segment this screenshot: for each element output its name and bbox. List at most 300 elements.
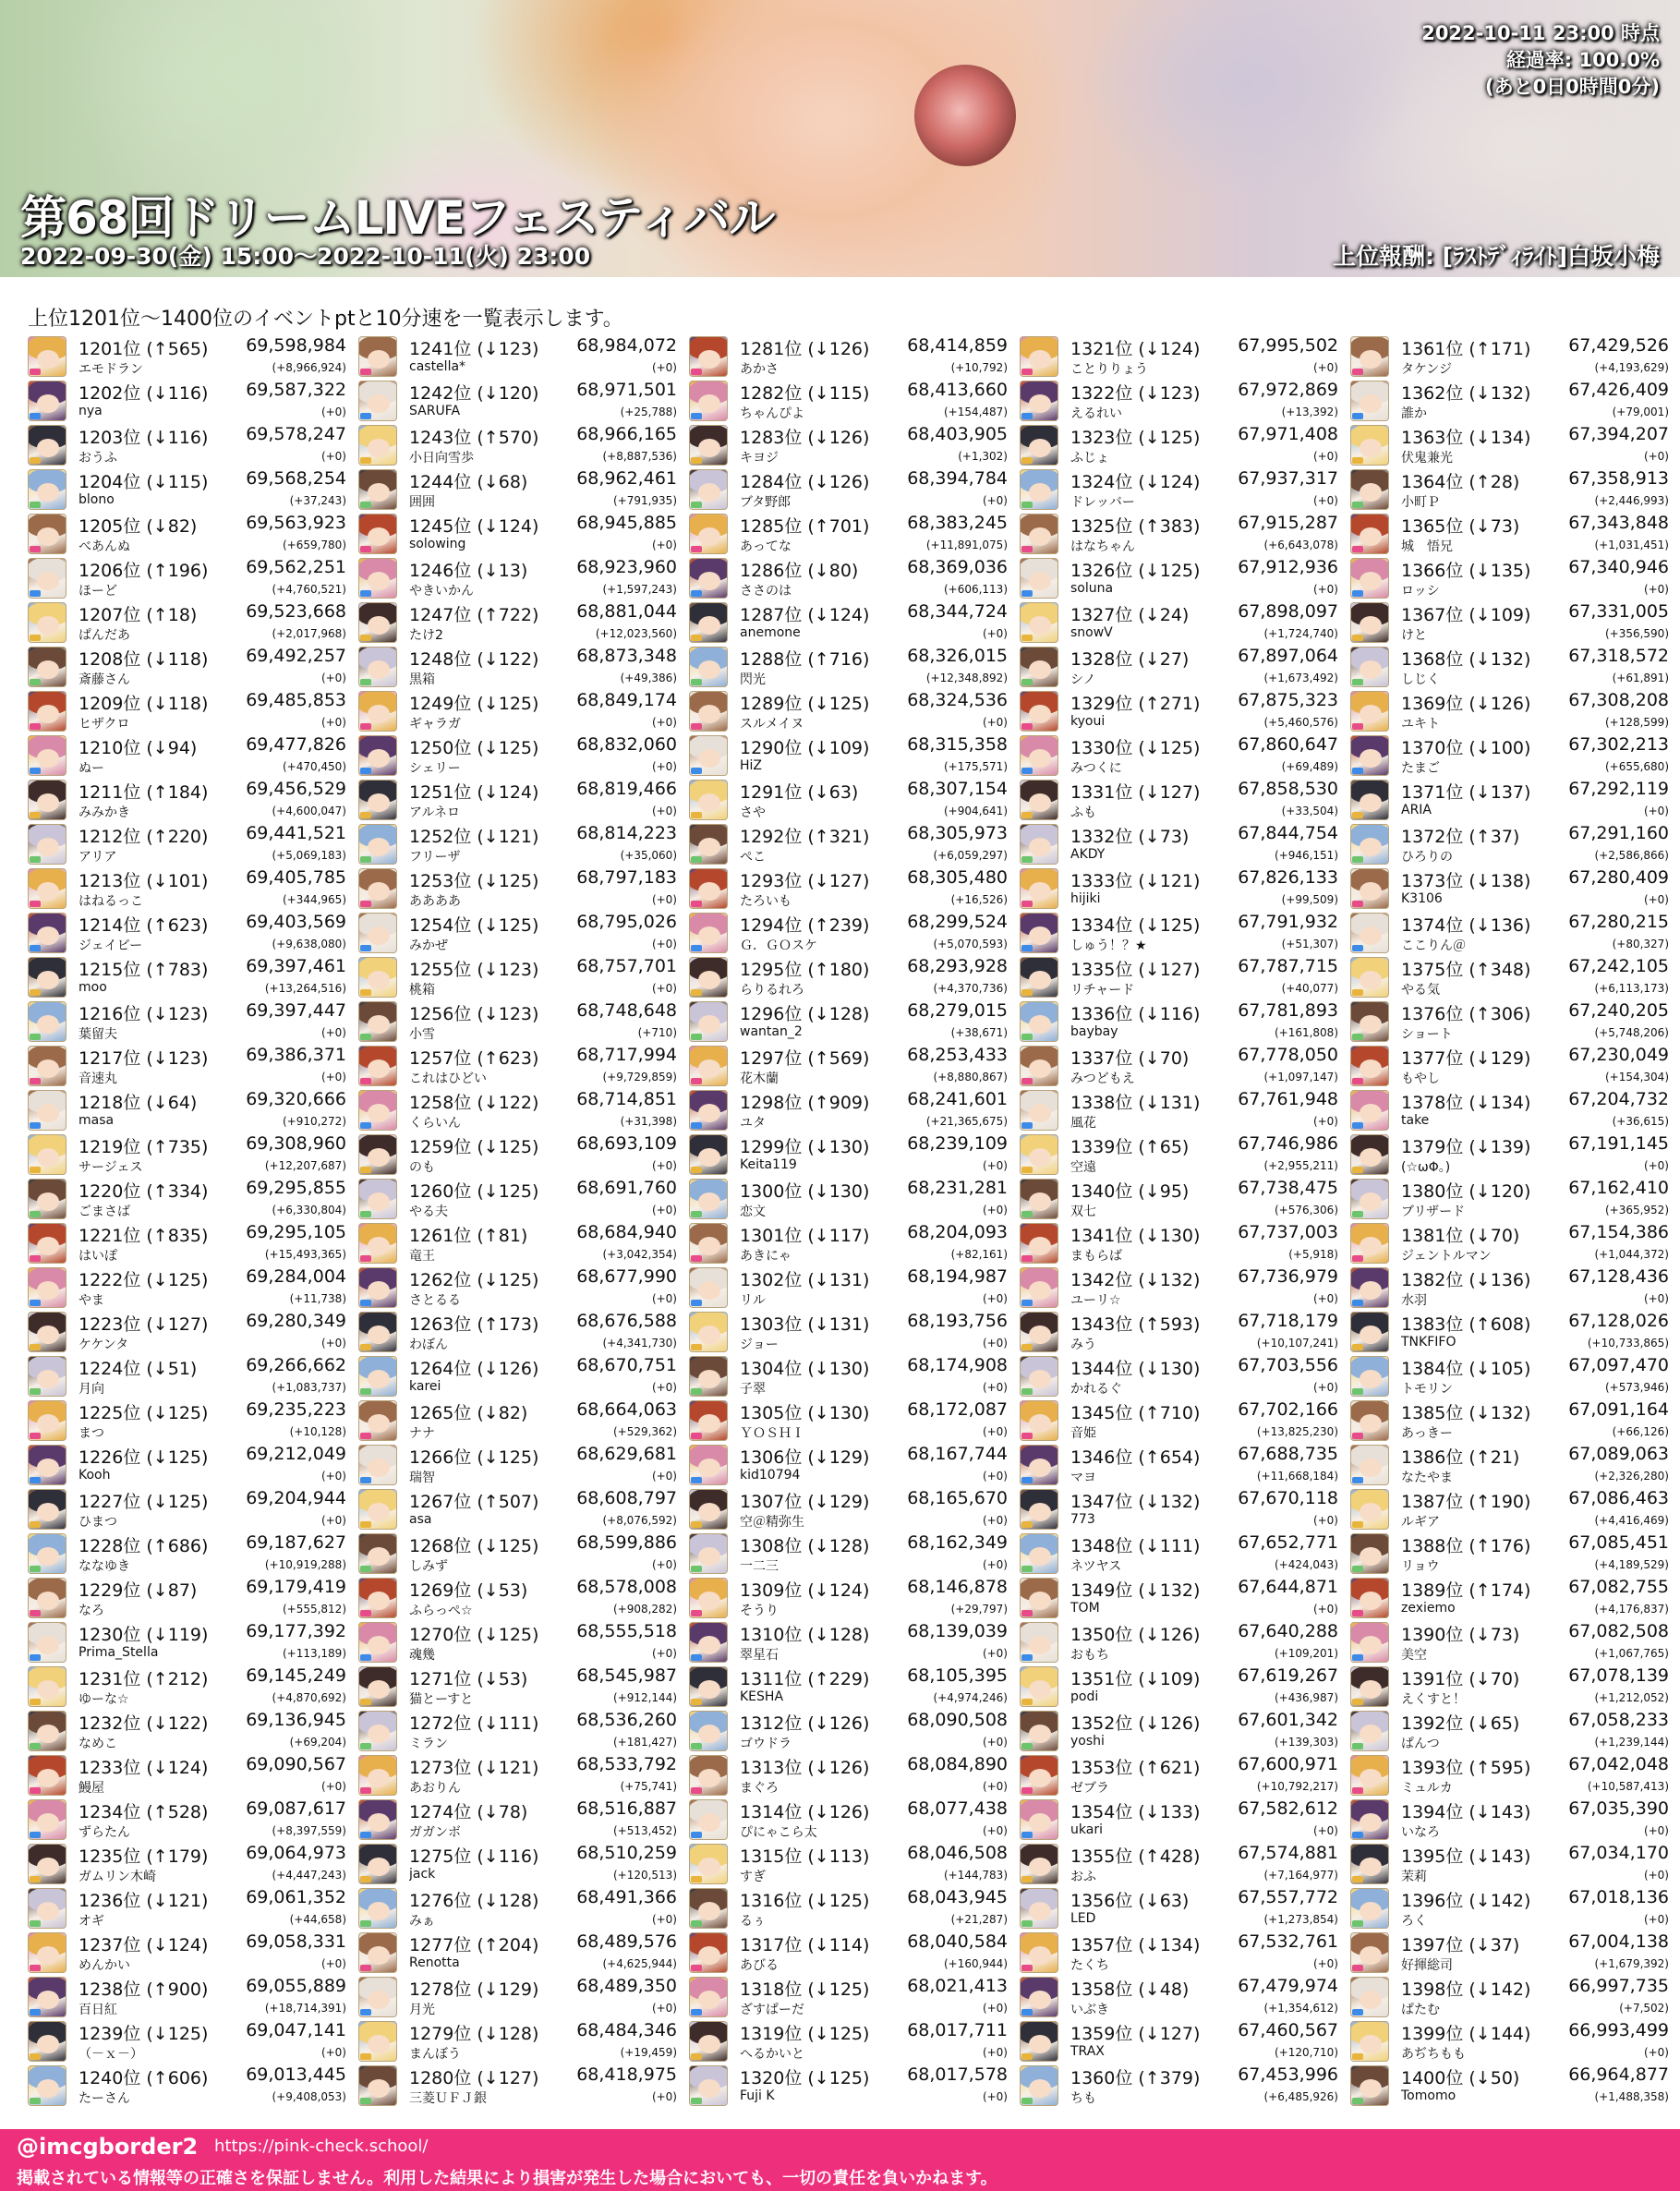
ranking-entry: [358, 1842, 677, 1886]
avatar-attribute-badge: [691, 723, 702, 730]
producer-name: 黒箱: [409, 672, 435, 687]
avatar-attribute-badge: [691, 1255, 702, 1262]
ten-minute-speed: (+5,460,576): [1263, 716, 1338, 729]
avatar-attribute-badge: [30, 635, 41, 641]
producer-avatar-icon: [1350, 1445, 1389, 1485]
event-points: 69,136,945: [246, 1710, 346, 1730]
producer-name: さや: [740, 805, 766, 820]
producer-avatar-icon: [1020, 824, 1058, 865]
ten-minute-speed: (+0): [982, 1824, 1008, 1837]
ten-minute-speed: (+9,408,053): [272, 2090, 346, 2103]
avatar-attribute-badge: [1352, 413, 1363, 419]
avatar-attribute-badge: [1352, 1344, 1363, 1350]
ten-minute-speed: (+0): [320, 2046, 346, 2059]
ranking-entry: [358, 1709, 677, 1753]
ranking-entry: [1350, 423, 1669, 467]
rank-text: 1202位 (↓116): [79, 383, 209, 404]
ranking-entry: [28, 1265, 346, 1310]
event-points: 68,489,576: [576, 1931, 677, 1952]
avatar-attribute-badge: [691, 1965, 702, 1971]
ten-minute-speed: (+0): [1312, 494, 1338, 507]
producer-name: TOM: [1070, 1601, 1100, 1616]
avatar-attribute-badge: [1352, 901, 1363, 907]
avatar-attribute-badge: [1352, 1433, 1363, 1439]
producer-name: なたやま: [1401, 1471, 1453, 1485]
twitter-handle-link[interactable]: @imcgborder2: [17, 2134, 199, 2160]
rank-text: 1249位 (↓125): [409, 694, 539, 714]
rank-text: 1321位 (↓124): [1070, 339, 1201, 359]
avatar-attribute-badge: [691, 1300, 702, 1306]
ten-minute-speed: (+4,870,692): [272, 1691, 346, 1704]
event-points: 67,995,502: [1238, 335, 1338, 356]
ranking-entry: [689, 1531, 1008, 1576]
avatar-attribute-badge: [691, 1433, 702, 1439]
ten-minute-speed: (+80,327): [1612, 938, 1669, 950]
ranking-entry: [689, 2064, 1008, 2108]
rank-text: 1211位 (↑184): [79, 782, 209, 803]
ten-minute-speed: (+128,599): [1604, 716, 1669, 729]
ten-minute-speed: (+4,341,730): [602, 1337, 677, 1350]
event-points: 67,937,317: [1238, 468, 1338, 489]
producer-avatar-icon: [1020, 780, 1058, 820]
avatar-attribute-badge: [360, 2053, 371, 2060]
avatar-face: [698, 1104, 720, 1122]
ten-minute-speed: (+36,615): [1612, 1115, 1669, 1128]
event-points: 68,017,711: [907, 2020, 1008, 2040]
avatar-attribute-badge: [1352, 856, 1363, 863]
ten-minute-speed: (+0): [651, 760, 677, 773]
producer-avatar-icon: [689, 1799, 728, 1840]
avatar-attribute-badge: [691, 2009, 702, 2015]
ten-minute-speed: (+109,201): [1274, 1647, 1338, 1660]
rank-text: 1261位 (↑81): [409, 1226, 528, 1246]
ranking-entry: [28, 1709, 346, 1753]
producer-avatar-icon: [689, 1533, 728, 1574]
avatar-face: [698, 926, 720, 945]
avatar-face: [1029, 350, 1051, 369]
producer-avatar-icon: [689, 647, 728, 687]
ten-minute-speed: (+0): [982, 1425, 1008, 1438]
producer-name: masa: [79, 1113, 115, 1128]
ten-minute-speed: (+10,128): [289, 1425, 346, 1438]
avatar-attribute-badge: [30, 812, 41, 818]
ten-minute-speed: (+4,193,629): [1594, 361, 1669, 374]
avatar-face: [698, 1592, 720, 1610]
ten-minute-speed: (+1,044,372): [1594, 1248, 1669, 1261]
ten-minute-speed: (+12,207,687): [264, 1159, 346, 1172]
producer-name: asa: [409, 1512, 432, 1527]
rank-text: 1231位 (↑212): [79, 1669, 209, 1689]
avatar-attribute-badge: [360, 1610, 371, 1616]
producer-avatar-icon: [1020, 1489, 1058, 1530]
avatar-attribute-badge: [360, 1832, 371, 1838]
avatar-face: [1029, 527, 1051, 546]
rank-text: 1319位 (↓125): [740, 2024, 870, 2044]
rank-text: 1267位 (↑507): [409, 1492, 539, 1512]
ranking-entry: [28, 955, 346, 999]
producer-avatar-icon: [358, 469, 397, 510]
avatar-attribute-badge: [1352, 635, 1363, 641]
producer-avatar-icon: [28, 1267, 66, 1308]
producer-avatar-icon: [689, 824, 728, 865]
producer-avatar-icon: [689, 913, 728, 953]
avatar-attribute-badge: [1021, 1876, 1033, 1882]
event-points: 68,832,060: [576, 734, 677, 755]
avatar-face: [698, 1636, 720, 1654]
avatar-attribute-badge: [1021, 679, 1033, 685]
avatar-face: [368, 1592, 390, 1610]
avatar-attribute-badge: [691, 1832, 702, 1838]
producer-name: たくち: [1070, 1958, 1109, 1973]
event-points: 67,394,207: [1568, 424, 1669, 444]
avatar-attribute-badge: [360, 1566, 371, 1572]
producer-name: ナナ: [409, 1426, 435, 1441]
rank-text: 1325位 (↑383): [1070, 516, 1201, 537]
producer-avatar-icon: [1350, 1356, 1389, 1397]
producer-name: Renotta: [409, 1955, 460, 1970]
event-points: 67,191,145: [1568, 1133, 1669, 1154]
producer-avatar-icon: [1350, 425, 1389, 466]
producer-name: はねるっこ: [79, 894, 143, 909]
event-points: 67,358,913: [1568, 468, 1669, 489]
ten-minute-speed: (+0): [1312, 1514, 1338, 1527]
producer-avatar-icon: [358, 691, 397, 732]
avatar-attribute-badge: [30, 989, 41, 996]
producer-name: たけ2: [409, 628, 443, 643]
producer-name: るぅ: [740, 1914, 766, 1929]
producer-avatar-icon: [1020, 1312, 1058, 1352]
producer-name: えくすと！: [1401, 1692, 1466, 1707]
avatar-attribute-badge: [1021, 413, 1033, 419]
rank-text: 1260位 (↓125): [409, 1181, 539, 1202]
avatar-face: [698, 1237, 720, 1255]
ten-minute-speed: (+606,113): [943, 583, 1008, 596]
rank-text: 1390位 (↓73): [1401, 1625, 1520, 1645]
producer-name: みぁ: [409, 1914, 435, 1929]
ten-minute-speed: (+4,416,469): [1594, 1514, 1669, 1527]
ten-minute-speed: (+0): [651, 539, 677, 551]
ranking-entry: [28, 423, 346, 467]
producer-name: podi: [1070, 1689, 1099, 1704]
event-points: 67,778,050: [1238, 1045, 1338, 1065]
event-points: 68,403,905: [907, 424, 1008, 444]
avatar-attribute-badge: [1352, 679, 1363, 685]
ten-minute-speed: (+6,330,804): [272, 1204, 346, 1217]
avatar-face: [1029, 1281, 1051, 1300]
producer-name: ふも: [1070, 805, 1096, 820]
avatar-face: [37, 1725, 59, 1743]
producer-name: ゆーな☆: [79, 1692, 129, 1707]
ranking-entry: [1350, 1531, 1669, 1576]
producer-name: jack: [409, 1867, 436, 1882]
avatar-attribute-badge: [691, 1034, 702, 1040]
avatar-attribute-badge: [1021, 1699, 1033, 1705]
producer-name: zexiemo: [1401, 1601, 1456, 1616]
producer-avatar-icon: [1020, 558, 1058, 599]
producer-avatar-icon: [689, 425, 728, 466]
producer-avatar-icon: [689, 602, 728, 643]
ranking-entry: [358, 1044, 677, 1088]
avatar-face: [37, 1281, 59, 1300]
producer-avatar-icon: [358, 558, 397, 599]
rank-text: 1332位 (↓73): [1070, 827, 1190, 847]
banner-character-art: [914, 65, 1016, 166]
avatar-face: [368, 572, 390, 590]
ranking-entry: [358, 1265, 677, 1310]
producer-name: やる夫: [409, 1204, 448, 1219]
producer-name: リョウ: [1401, 1559, 1440, 1574]
ten-minute-speed: (+0): [320, 1026, 346, 1039]
avatar-attribute-badge: [30, 1477, 41, 1483]
ranking-entry: [28, 1310, 346, 1354]
ten-minute-speed: (+5,069,183): [272, 849, 346, 862]
ten-minute-speed: (+0): [651, 2090, 677, 2103]
event-points: 68,814,223: [576, 823, 677, 843]
ten-minute-speed: (+1,673,492): [1263, 672, 1338, 684]
rank-text: 1375位 (↑348): [1401, 960, 1531, 980]
ranking-entry: [358, 645, 677, 689]
ten-minute-speed: (+910,272): [282, 1115, 346, 1128]
avatar-face: [1029, 2079, 1051, 2098]
rank-text: 1262位 (↓125): [409, 1270, 539, 1290]
ranking-entry: [1020, 2064, 1338, 2108]
event-points: 69,403,569: [246, 912, 346, 932]
avatar-face: [368, 527, 390, 546]
rank-text: 1379位 (↓139): [1401, 1137, 1531, 1157]
site-url-link[interactable]: https://pink-check.school/: [214, 2137, 429, 2156]
ten-minute-speed: (+0): [982, 627, 1008, 640]
avatar-face: [698, 1192, 720, 1211]
ranking-entry: [28, 1531, 346, 1576]
ranking-entry: [1020, 1798, 1338, 1842]
producer-avatar-icon: [1350, 1755, 1389, 1796]
rank-text: 1328位 (↓27): [1070, 649, 1190, 670]
producer-avatar-icon: [1350, 1312, 1389, 1352]
ranking-entry: [28, 1798, 346, 1842]
avatar-face: [37, 527, 59, 546]
ten-minute-speed: (+10,587,413): [1587, 1780, 1669, 1793]
ranking-entry: [358, 1487, 677, 1531]
rank-text: 1201位 (↑565): [79, 339, 209, 359]
rank-text: 1277位 (↑204): [409, 1935, 539, 1955]
avatar-attribute-badge: [1021, 901, 1033, 907]
event-points: 69,266,662: [246, 1355, 346, 1375]
producer-avatar-icon: [28, 1001, 66, 1042]
avatar-attribute-badge: [1021, 1344, 1033, 1350]
ten-minute-speed: (+21,365,675): [925, 1115, 1008, 1128]
producer-avatar-icon: [1020, 1090, 1058, 1131]
avatar-face: [368, 1325, 390, 1344]
avatar-attribute-badge: [1021, 1832, 1033, 1838]
ranking-entry: [689, 778, 1008, 822]
avatar-face: [1029, 749, 1051, 768]
ranking-entry: [1350, 556, 1669, 600]
avatar-attribute-badge: [1352, 1743, 1363, 1749]
avatar-face: [698, 1414, 720, 1433]
ranking-entry: [689, 733, 1008, 778]
producer-name: めんかい: [79, 1958, 130, 1973]
rank-text: 1295位 (↑180): [740, 960, 870, 980]
ten-minute-speed: (+99,509): [1281, 893, 1338, 906]
avatar-face: [37, 350, 59, 369]
producer-avatar-icon: [28, 691, 66, 732]
ten-minute-speed: (+344,965): [282, 893, 346, 906]
producer-name: kyoui: [1070, 714, 1106, 729]
avatar-face: [37, 1636, 59, 1654]
rank-text: 1293位 (↓127): [740, 871, 870, 891]
producer-avatar-icon: [1020, 1179, 1058, 1219]
rank-text: 1269位 (↓53): [409, 1580, 528, 1601]
avatar-attribute-badge: [360, 457, 371, 464]
event-points: 67,738,475: [1238, 1178, 1338, 1198]
ranking-entry: [1350, 1310, 1669, 1354]
avatar-face: [1029, 1769, 1051, 1787]
event-points: 68,819,466: [576, 779, 677, 799]
producer-avatar-icon: [1020, 1666, 1058, 1707]
producer-avatar-icon: [28, 469, 66, 510]
producer-avatar-icon: [1020, 2021, 1058, 2062]
event-points: 68,489,350: [576, 1976, 677, 1996]
producer-avatar-icon: [689, 1977, 728, 2017]
avatar-attribute-badge: [691, 1477, 702, 1483]
producer-avatar-icon: [28, 381, 66, 421]
ten-minute-speed: (+0): [1312, 1957, 1338, 1970]
ranking-entry: [28, 1842, 346, 1886]
producer-avatar-icon: [689, 780, 728, 820]
avatar-face: [1360, 793, 1382, 812]
producer-avatar-icon: [358, 824, 397, 865]
avatar-face: [1029, 439, 1051, 457]
producer-avatar-icon: [1350, 469, 1389, 510]
event-points: 68,664,063: [576, 1399, 677, 1420]
producer-name: ぺこ: [740, 850, 766, 865]
producer-avatar-icon: [358, 1001, 397, 1042]
ranking-entry: [28, 1221, 346, 1265]
avatar-attribute-badge: [30, 768, 41, 774]
avatar-attribute-badge: [1021, 1920, 1033, 1927]
producer-name: らりるれろ: [740, 983, 804, 998]
avatar-face: [368, 1813, 390, 1832]
event-points: 69,058,331: [246, 1931, 346, 1952]
ranking-entry: [28, 1753, 346, 1798]
producer-name: ろく: [1401, 1914, 1427, 1929]
ranking-entry: [28, 1132, 346, 1177]
event-points: 68,193,756: [907, 1311, 1008, 1331]
producer-name: SARUFA: [409, 404, 461, 418]
rank-text: 1223位 (↓127): [79, 1314, 209, 1335]
producer-avatar-icon: [1020, 1932, 1058, 1973]
producer-name: なろ: [79, 1604, 104, 1618]
producer-avatar-icon: [1020, 1267, 1058, 1308]
event-points: 69,235,223: [246, 1399, 346, 1420]
ranking-entry: [689, 1842, 1008, 1886]
rank-text: 1382位 (↓136): [1401, 1270, 1531, 1290]
producer-name: サージェス: [79, 1160, 143, 1175]
ranking-entry: [28, 1886, 346, 1931]
avatar-face: [37, 1592, 59, 1610]
ranking-entry: [689, 955, 1008, 999]
ranking-entry: [689, 1620, 1008, 1664]
ten-minute-speed: (+0): [320, 1071, 346, 1083]
avatar-face: [1360, 1680, 1382, 1699]
producer-name: これはひどい: [409, 1071, 487, 1086]
producer-name: みみかき: [79, 805, 130, 820]
producer-name: アルネロ: [409, 805, 461, 820]
producer-avatar-icon: [1020, 1445, 1058, 1485]
avatar-attribute-badge: [1021, 1566, 1033, 1572]
avatar-face: [368, 1991, 390, 2009]
avatar-face: [1029, 660, 1051, 679]
producer-avatar-icon: [689, 1223, 728, 1264]
producer-name: 音姫: [1070, 1426, 1096, 1441]
rank-text: 1224位 (↓51): [79, 1359, 198, 1379]
event-points: 67,291,160: [1568, 823, 1669, 843]
rank-text: 1291位 (↓63): [740, 782, 859, 803]
ten-minute-speed: (+0): [1312, 583, 1338, 596]
rank-text: 1303位 (↓131): [740, 1314, 870, 1335]
producer-name: moo: [79, 980, 107, 995]
producer-name: Tomomo: [1401, 2088, 1456, 2103]
producer-avatar-icon: [1350, 558, 1389, 599]
rank-text: 1257位 (↑623): [409, 1048, 539, 1069]
ten-minute-speed: (+10,919,288): [264, 1558, 346, 1571]
producer-name: ぴにゃこら太: [740, 1825, 817, 1840]
producer-name: まつ: [79, 1426, 104, 1441]
producer-avatar-icon: [1020, 1622, 1058, 1663]
event-points: 68,717,994: [576, 1045, 677, 1065]
producer-name: 花木蘭: [740, 1071, 779, 1086]
producer-name: ロッシ: [1401, 584, 1440, 599]
rank-text: 1322位 (↓123): [1070, 383, 1201, 404]
event-points: 69,397,447: [246, 1000, 346, 1021]
ranking-entry: [28, 2019, 346, 2064]
producer-avatar-icon: [1350, 1001, 1389, 1042]
producer-name: ざすぱーだ: [740, 2003, 804, 2017]
ranking-entry: [1020, 1576, 1338, 1620]
ranking-entry: [689, 1487, 1008, 1531]
rank-text: 1352位 (↓126): [1070, 1713, 1201, 1734]
producer-avatar-icon: [28, 780, 66, 820]
avatar-attribute-badge: [30, 679, 41, 685]
ranking-entry: [358, 999, 677, 1044]
avatar-attribute-badge: [1352, 1034, 1363, 1040]
ten-minute-speed: (+576,306): [1274, 1204, 1338, 1217]
avatar-attribute-badge: [360, 768, 371, 774]
producer-name: ゴウドラ: [740, 1737, 792, 1751]
avatar-face: [37, 660, 59, 679]
producer-avatar-icon: [358, 1445, 397, 1485]
producer-avatar-icon: [1350, 1622, 1389, 1663]
avatar-face: [1360, 1325, 1382, 1344]
rank-text: 1385位 (↓132): [1401, 1403, 1531, 1423]
producer-name: スルメイヌ: [740, 717, 804, 732]
avatar-attribute-badge: [30, 546, 41, 552]
ranking-entry: [1020, 778, 1338, 822]
event-points: 67,703,556: [1238, 1355, 1338, 1375]
avatar-attribute-badge: [360, 1521, 371, 1528]
ranking-entry: [1350, 1221, 1669, 1265]
avatar-attribute-badge: [360, 901, 371, 907]
avatar-face: [1360, 439, 1382, 457]
rank-text: 1359位 (↓127): [1070, 2024, 1201, 2044]
producer-avatar-icon: [1020, 1001, 1058, 1042]
rank-text: 1389位 (↑174): [1401, 1580, 1531, 1601]
producer-name: まんぼう: [409, 2047, 461, 2062]
avatar-attribute-badge: [30, 1832, 41, 1838]
producer-avatar-icon: [28, 1622, 66, 1663]
rank-text: 1294位 (↑239): [740, 915, 870, 936]
ten-minute-speed: (+0): [1643, 1292, 1669, 1305]
